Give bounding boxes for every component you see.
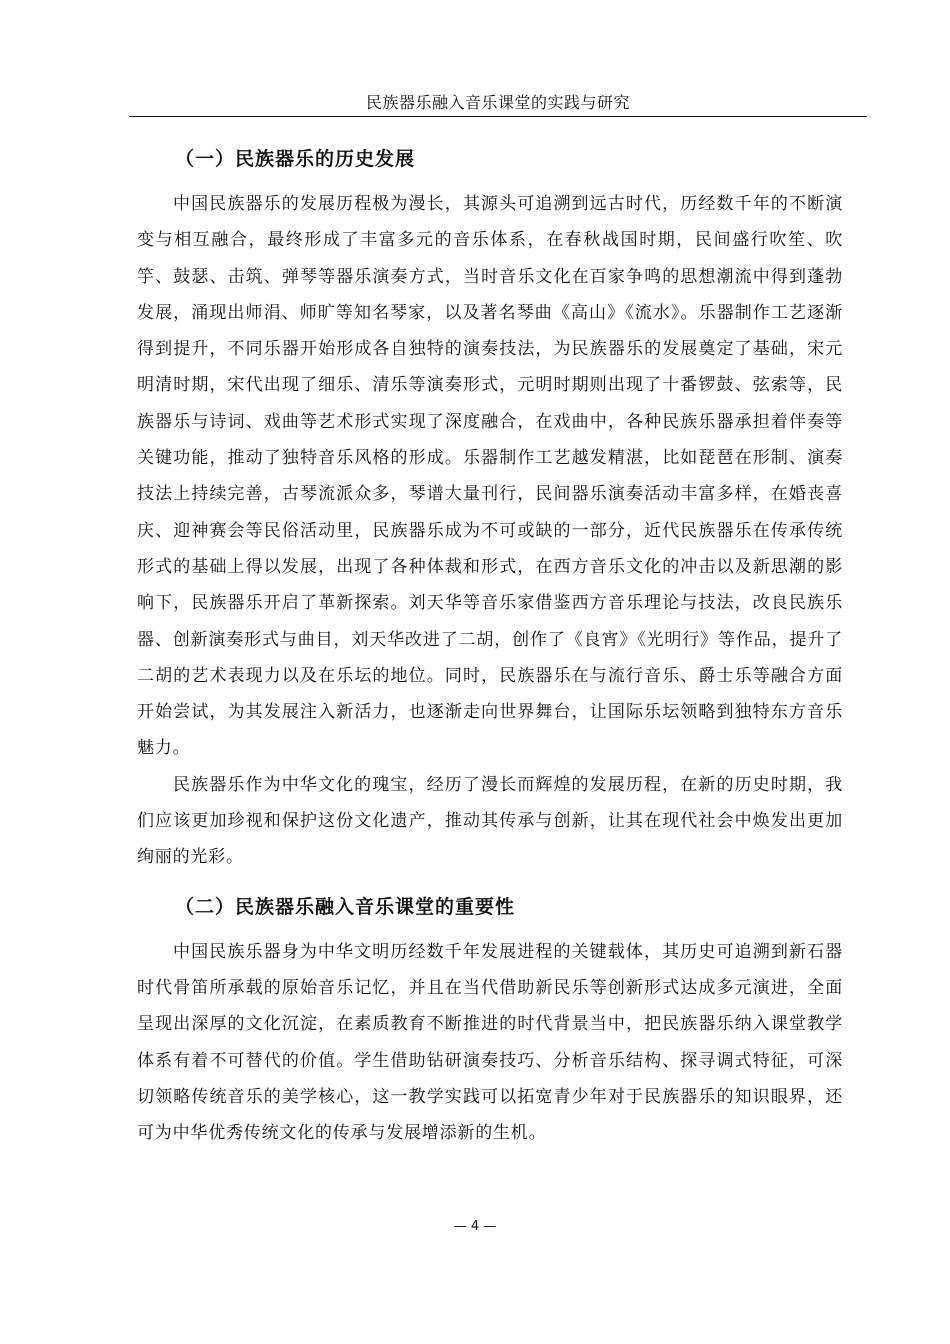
running-header: 民族器乐融入音乐课堂的实践与研究 bbox=[365, 93, 630, 112]
section-heading-history: （一）民族器乐的历史发展 bbox=[175, 148, 416, 170]
page-number: — 4 — bbox=[453, 1219, 497, 1234]
section-heading-importance: （二）民族器乐融入音乐课堂的重要性 bbox=[175, 895, 516, 918]
paragraph-importance-1: 中国民族乐器身为中华文明历经数千年发展进程的关键载体，其历史可追溯到新石器时代骨笛所承载的原始音乐记忆，并且在当代借助新民乐等创新形式达成多元演进，全面呈现出深厚的文化沉淀，在素质教育不断推进的时代背景当中，把民族器乐纳入课堂教学体系有着不可替代的价值。学生借助钻研演奏技巧、分析音乐结构、探寻调式特征，可深切领略传统音乐的美学核心，这一教学实践可以拓宽青少年对于民族器乐的知识眼界，还可为中华优秀传统文化的传承与发展增添新的生机。 bbox=[137, 941, 843, 1144]
page-content bbox=[137, 142, 843, 1151]
header-rule bbox=[129, 116, 867, 117]
paragraph-history-2: 民族器乐作为中华文化的瑰宝，经历了漫长而辉煌的发展历程，在新的历史时期，我们应该更加珍视和保护这份文化遗产，推动其传承与创新，让其在现代社会中焕发出更加绚丽的光彩。 bbox=[137, 774, 843, 868]
paragraph-history-1: 中国民族器乐的发展历程极为漫长，其源头可追溯到远古时代，历经数千年的不断演变与相互融合，最终形成了丰富多元的音乐体系，在春秋战国时期，民间盛行吹笙、吹竽、鼓瑟、击筑、弹琴等器乐演奏方式，当时音乐文化在百家争鸣的思想潮流中得到蓬勃发展，涌现出师涓、师旷等知名琴家，以及著名琴曲《高山》《流水》。乐器制作工艺逐渐得到提升，不同乐器开始形成各自独特的演奏技法，为民族器乐的发展奠定了基础，宋元明清时期，宋代出现了细乐、清乐等演奏形式，元明时期则出现了十番锣鼓、弦索等，民族器乐与诗词、戏曲等艺术形式实现了深度融合，在戏曲中，各种民族乐器承担着伴奏等关键功能，推动了独特音乐风格的形成。乐器制作工艺越发精湛，比如琵琶在形制、演奏技法上持续完善，古琴流派众多，琴谱大量刊行，民间器乐演奏活动丰富多样，在婚丧喜庆、迎神赛会等民俗活动里，民族器乐成为不可或缺的一部分，近代民族器乐在传承传统形式的基础上得以发展，出现了各种体裁和形式，在西方音乐文化的冲击以及新思潮的影响下，民族器乐开启了革新探索。刘天华等音乐家借鉴西方音乐理论与技法，改良民族乐器、创新演奏形式与曲目，刘天华改进了二胡，创作了《良宵》《光明行》等作品，提升了二胡的艺术表现力以及在乐坛的地位。同时，民族器乐在与流行音乐、爵士乐等融合方面开始尝试，为其发展注入新活力，也逐渐走向世界舞台，让国际乐坛领略到独特东方音乐魅力。 bbox=[137, 194, 843, 759]
